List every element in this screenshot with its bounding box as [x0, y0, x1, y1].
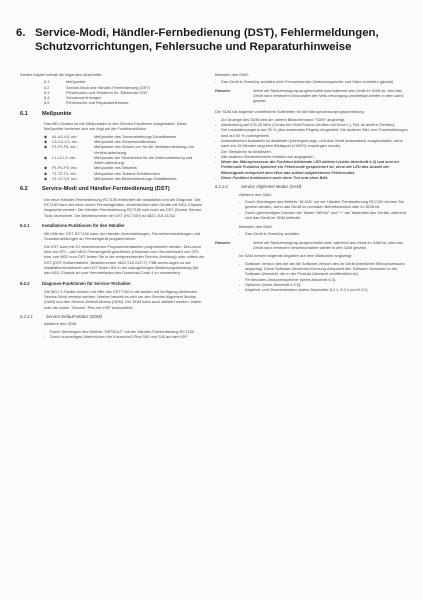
sdm-setting-item	[215, 175, 411, 180]
chapter-number: 6.	[16, 27, 26, 39]
sdm-settings-list	[215, 117, 411, 181]
sdm-setting-text: Der Sleeptimer ist deaktiviert.	[221, 148, 272, 154]
toc-number: 6.2	[44, 84, 50, 90]
sdm-activate-item-text: Durch kurzzeitiges Überbrücken der Kurzschluß-Pins S40 und S43 auf der KSP.	[50, 333, 188, 339]
sam-display-item-text: Abgleich- und Geometriedaten (siehe Abschnitte 8.2.1, 8.3.1 und 8.3.2).	[245, 287, 369, 293]
toc-title: Fehlersuche und Reparaturhinweise	[66, 100, 129, 106]
measure-point-desc: Meßpunkte des Tonverarbeitungs-Schaltkreises	[94, 133, 177, 139]
measure-point-row	[44, 176, 205, 181]
sam-display-list	[239, 261, 411, 293]
toc-title: Schutzvorrichtungen	[66, 95, 102, 101]
section-6-1-text: Das MD-Chassis ist mit Meßpunkten in den Service-Positionen ausgestattet. Diese Meßpunkte beziehen sich wie folgt auf die Funktionsblöcke:	[44, 121, 187, 132]
sdm-setting-item	[215, 127, 411, 138]
section-6-2-1-text-2: Die DST kann mit 10 verschiedenen Programmiertabellen programmiert werden. Dies kann über ein GFL- oder MD2-Fernsehgerät geschehen (Hinweise zum Herunterladen von GFL bzw. von MD2 zum DST finden Sie in der entsprechenden Service-Anleitung) oder mittels der DST-(DST-Sollwerttabelle, Bestellnummer 4822 218 21277). Fällt-sechs-tagen zu der Installationsfunktionen der DST finden Sie in der dazugehörigen Bedienungsanleitung (für das MD1-Chassis ist zum Herunterladen des Download-Code 4 zu verwenden).	[44, 243, 205, 276]
sam-display-item	[239, 261, 411, 277]
toc-row	[44, 100, 205, 105]
sdm-activate-item	[44, 334, 205, 339]
measure-point-desc: Meßpunkte des Steuerschaltkreises	[94, 138, 156, 144]
sdm-setting-text: Abstimmung auf 475,25 MHz (Cerain bei Multi-France-Geräten mit Norm L), PAL ist andere Geräten).	[221, 122, 396, 128]
sam-exit-label: Beenden des SAM:	[239, 224, 273, 230]
bullet-icon: ◆	[44, 138, 47, 144]
sam-display-item-text: Fehlercodes-Zwischenspeicher (siehe Abschnitt 6.3).	[245, 276, 337, 282]
measure-point-key: T1-T2-T3, etc.:	[52, 170, 78, 176]
measure-point-desc: Meßpunkte des Bildverarbeitungs-Schaltkreises	[94, 176, 177, 182]
toc-number: 6.4	[44, 95, 50, 101]
sdm-setting-text: Der Lautstärkepegel is auf 25 % (des maximalen Pegels) eingestellt. Die anderen Bild- und Toneinstellungen sind auf 50 % voreingestellt.	[221, 127, 408, 138]
measure-point-key: L1-L2-L3, etc.:	[52, 154, 78, 160]
sdm-setting-item	[215, 159, 411, 175]
dash-icon: -	[239, 260, 241, 266]
toc-number: 6.3	[44, 89, 50, 95]
left-column	[20, 72, 205, 339]
toc-title: Meßpunkte	[66, 79, 86, 85]
toc-title: Fehlercodes und Verfahren für "Blinkende LED"	[66, 89, 149, 95]
bullet-icon: ◆	[44, 176, 47, 182]
dash-icon: -	[215, 153, 217, 159]
section-6-2-2-1-heading: 6.2.2.1 Service-Default-Modus (SDM)	[20, 313, 102, 319]
bullet-icon: ◆	[44, 133, 47, 139]
measure-point-key: V1-V2-V3, etc.:	[52, 176, 79, 182]
bullet-icon: ◆	[44, 165, 47, 171]
sam-activate-item-text: Durch gleichzeitiges Drücken der Tasten "MENU" und "+" am Tastenfeld des Geräts, während sich das Gerät im SDM befindet.	[245, 209, 406, 220]
sam-activate-item	[239, 210, 411, 221]
measure-point-desc: Meßpunkte des Teletext-Schaltkreises	[94, 170, 160, 176]
sam-activate-list	[239, 199, 411, 220]
sam-exit-list	[239, 231, 411, 236]
sdm-setting-text: Zur Anzeige des SDM wird am oberen Bildschirmrand "SDM" angezeigt.	[221, 116, 346, 122]
sdm-setting-text: Wenn der Mikroprozessor die Funktion blinkende LED aktiviert (siehe Abschnitt 6.3) und zum im Fehlercode Funktion spechert ein Fehlercode gespeichert ist, ohne die LED des Anzahl der Blinksignale entspricht dem Wert das zuletzt aufgetretenen Fehlercodes.	[221, 159, 399, 175]
intro-text: Dieses Kapitel enthält die folgenden Abschnitte:	[20, 72, 103, 77]
dash-icon: -	[239, 281, 241, 287]
section-6-2-heading: 6.2 Service-Modi und Händler-Fernbedienung (DST)	[20, 186, 170, 193]
sam-activate-item-text: Durch Übertragen des Befehls "ALIGN" mit der Händler-Fernbedienung RC7150 können Sie gesetzt werden, wenn das Gerät im normalen Betriebsmodus oder im SDM ist.	[245, 198, 404, 210]
bullet-icon: ◆	[44, 144, 47, 150]
sam-exit-item	[239, 231, 411, 236]
sdm-exit-list	[215, 79, 411, 84]
dash-icon: -	[239, 198, 241, 204]
measure-point-row	[44, 144, 205, 155]
section-6-2-2-heading: 6.2.2 Diagnose-Funktionen für Service-Techniker	[20, 280, 131, 286]
sdm-activate-label: Aktiviere des SDM:	[44, 321, 78, 327]
measure-point-key: F1-F2-F3, etc.:	[52, 144, 78, 150]
chapter-title: Service-Modi, Händler-Fernbedienung (DST), Fehlermeldungen, Schutzvorrichtungen, Fehlersuche und Reparaturhinweise	[35, 27, 379, 53]
section-list	[20, 79, 205, 105]
sdm-exit-label: Beenden des SDM:	[215, 72, 249, 77]
sam-display-item-text: Optionen (siehe Abschnitt 6.2.6).	[245, 281, 302, 287]
section-6-2-1-heading: 6.2.1 Installations-Funktionen für den Händler	[20, 222, 125, 228]
dash-icon: -	[215, 116, 217, 122]
section-6-1-heading: 6.1 Meßpunkte	[20, 110, 72, 117]
sdm-exit-item-text: Das Gerät in Stand-by schalten oder Fernsehsender-Zwischenspeicher und Sabe einstellen (global)	[221, 79, 393, 85]
dash-icon: -	[215, 175, 217, 181]
right-column	[215, 72, 411, 292]
sam-activate-label: Aktiviere des SAM:	[239, 191, 272, 197]
sam-activate-item	[239, 199, 411, 210]
measure-point-list	[44, 134, 205, 182]
sdm-hint: Hinweis: Wenn die Netzversorgung ausgeschaltet wird während das Gerät im SDM ist, wird das Gerät nach erneutem Einschalten der Netz-versorgung unmittelbar wieder in dem sdm1 gesetzt.	[215, 87, 404, 104]
sdm-setting-text: Alle anderen Steuerelemente funktion wie angegeben.	[221, 153, 315, 159]
measure-point-key: A1-A2-A3, etc.:	[52, 133, 79, 139]
sdm-activate-item-text: Durch Übertragen des Befehls "DEFAULT" mit der Händler-Fernbedienung RC7150.	[50, 328, 195, 334]
dash-icon: -	[239, 231, 241, 237]
dash-icon: -	[215, 159, 217, 165]
sam-exit-item-text: Das Gerät in Stand-by schalten.	[245, 231, 301, 237]
dash-icon: -	[215, 79, 217, 85]
sdm-setting-text: Diese Funktion funktioniert auch ohne Ton und ohne Bild.	[221, 175, 329, 181]
section-6-2-2-text: Die MD1 2-Geräte können mit Hilfe des DST7150 in die beiden mit Verfügung stehenden Service-Modi versetzt werden. Hierbei handelt es sich um den Service Alignment Modus (SAM) und den Service-Default-Modus (SDM). Der SDM kann auch aktiviert werden, indem man die cooler "Service"-Pins der KSP kurzschließt.	[44, 288, 202, 310]
measure-point-desc: Meßpunkte des Stroms von für die Vertikalumlenkung und Vertikal-ablenkung	[94, 144, 194, 155]
dash-icon: -	[215, 127, 217, 133]
dash-icon: -	[215, 148, 217, 154]
sdm-activate-list	[44, 329, 205, 340]
sam-display-text: Im SAM werden folgende Angaben auf dem Bildschirm angezeigt:	[239, 253, 353, 259]
dash-icon: -	[215, 122, 217, 128]
toc-number: 6.1	[44, 79, 50, 85]
bullet-icon: ◆	[44, 170, 47, 176]
sdm-setting-item	[215, 138, 411, 149]
toc-title: Service-Modi und Händler-Fernbedienung (DST)	[66, 84, 150, 90]
measure-point-row	[44, 155, 205, 166]
dash-icon: -	[239, 276, 241, 282]
measure-point-key: P1-P2-P3, etc.:	[52, 165, 79, 171]
dash-icon: -	[44, 333, 46, 339]
section-6-2-text: Die neue Händler-Fernbedienung RC7150 erleichtert die Installation und die Diagnose. Die RC7150 kann bei einer neuen Fernsehgeräten, einschließlich aller Geräte mit MD1-Chassis eingesetzt werden. Die Händler-Fernbedienung RC7150 wird auch als DST (Dealer Service Tool) bezeichnet. Die Bestellnummer der DST (RC7150) ist 4822 218 21232.	[44, 196, 202, 218]
sdm-setting-text: Automatischen Austasten ist deaktiviert (reintegrierungs- und-das Gerät automatisch ausgeschaltet, wenn nach-ein 15 Minuten lang kein Bildsignal (VIDEO) empfangen wurde).	[221, 137, 403, 149]
dash-icon: -	[239, 209, 241, 215]
toc-number: 6.5	[44, 100, 50, 106]
dash-icon: -	[215, 137, 217, 143]
sam-hint: Hinweis: Wenn die Netzversorgung ausgeschaltet wird, während das Gerät im SAM ist, wird das Gerät nach erneutem Netzeinschalten wieder in den SAM gesetzt.	[215, 239, 403, 251]
sdm-exit-item	[215, 79, 411, 84]
measure-point-desc: Meßpunkte der Stromkreise für die Zeilenumlenkung und Zeilen-ablenkung	[94, 154, 193, 166]
sdm-settings-text: Der SDM hat folgende vordefinierte Sollbreiten für die Mikroprozessorprogrammierung:	[215, 109, 365, 115]
section-6-2-2-2-heading: 6.2.2.2 Service Alignment Modus (SAM)	[215, 184, 302, 190]
measure-point-key: C1-C2-C3, etc.:	[52, 138, 80, 144]
dash-icon: -	[239, 287, 241, 293]
measure-point-desc: Meßpunkte des Netzteils	[94, 165, 137, 171]
section-6-2-1-text-1: Mit Hilfe der DST RC7150 kann der Händler Voreinstellungen, Fernsehereinstellungen und Soundeinstellungen an Fernsehgerät programmieren.	[44, 231, 201, 242]
bullet-icon: ◆	[44, 154, 47, 160]
sam-display-item-text: Software-Version des die akt die Software-Version des im Gerät jeweilichen Mikroprozessors angezeigt. Diese Software-Versionen-Kennung entspricht den Software-Versionen in der Software-Übersicht, die in der Produkt-Übersicht veröffentlicht ist).	[245, 260, 405, 277]
sam-display-item	[239, 287, 411, 292]
dash-icon: -	[44, 328, 46, 334]
